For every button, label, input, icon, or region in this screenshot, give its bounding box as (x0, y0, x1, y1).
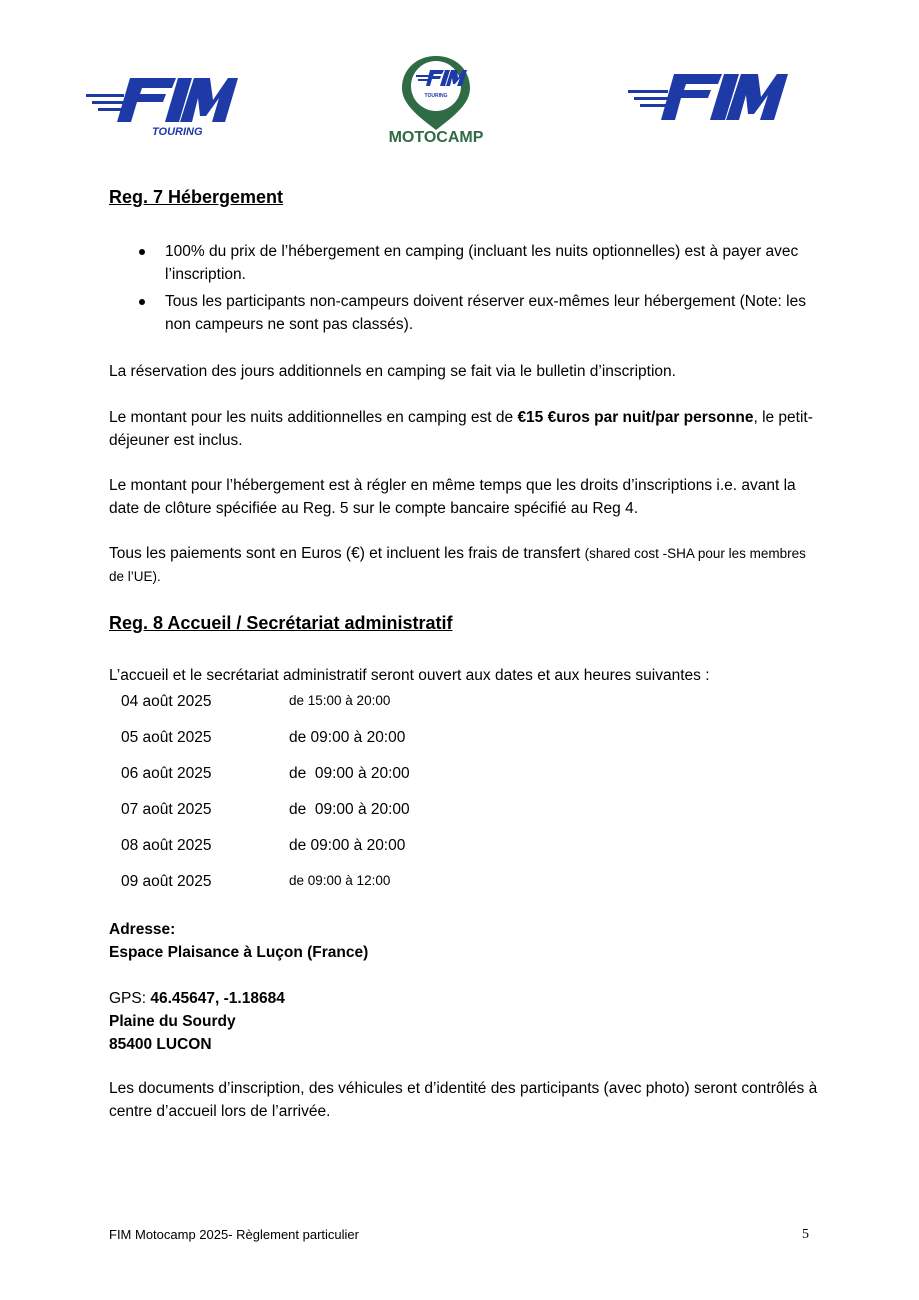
address-block (109, 918, 819, 964)
gps-line: GPS: 46.45647, -1.18684 (109, 990, 285, 1007)
table-row: 07 août 2025 de 09:00 à 20:00 (121, 801, 410, 818)
fim-logo (628, 70, 788, 126)
table-row: 05 août 2025 de 09:00 à 20:00 (121, 729, 406, 746)
reg7-bullet-list (109, 240, 809, 340)
footer-title: FIM Motocamp 2025- Règlement particulier (109, 1227, 359, 1242)
fim-touring-logo (86, 70, 238, 140)
closing-paragraph: Les documents d’inscription, des véhicules et d’identité des participants (avec photo) seront contrôlés à centre d’accueil lors de l’arrivée. (109, 1080, 818, 1120)
reg8-heading: Reg. 8 Accueil / Secrétariat administratif (109, 613, 453, 633)
svg-text:TOURING: TOURING (424, 93, 448, 99)
bullet-icon (139, 249, 145, 255)
page-number: 5 (802, 1227, 809, 1242)
table-row: 04 août 2025 de 15:00 à 20:00 (121, 693, 391, 710)
address-place: Espace Plaisance à Luçon (France) (109, 944, 369, 961)
reg7-para-reservation: La réservation des jours additionnels en camping se fait via le bulletin d’inscription. (109, 363, 676, 380)
list-item: Tous les participants non-campeurs doivent réserver eux-mêmes leur hébergement (Note: les non campeurs ne sont pas classés). (109, 290, 809, 336)
bullet-icon (139, 299, 145, 305)
reg7-para-currency: Tous les paiements sont en Euros (€) et incluent les frais de transfert (shared cost -SHA pour les membres de l’UE). (109, 545, 806, 584)
street: Plaine du Sourdy (109, 1013, 236, 1030)
table-row: 08 août 2025 de 09:00 à 20:00 (121, 837, 406, 854)
reg7-para-price: Le montant pour les nuits additionnelles en camping est de €15 €uros par nuit/par personne, le petit-déjeuner est inclus. (109, 409, 813, 449)
city: 85400 LUCON (109, 1036, 212, 1053)
svg-text:MOTOCAMP: MOTOCAMP (388, 129, 484, 146)
gps-block (109, 987, 819, 1056)
list-item: 100% du prix de l’hébergement en camping (incluant les nuits optionnelles) est à payer avec l’inscription. (109, 240, 809, 286)
reg7-para-payment: Le montant pour l’hébergement est à régler en même temps que les droits d’inscriptions i.e. avant la date de clôture spécifiée au Reg. 5 sur le compte bancaire spécifié au Reg 4. (109, 477, 796, 517)
table-row: 06 août 2025 de 09:00 à 20:00 (121, 765, 410, 782)
schedule-table (109, 692, 410, 908)
svg-text:TOURING: TOURING (152, 126, 203, 138)
table-row: 09 août 2025 de 09:00 à 12:00 (121, 873, 391, 890)
fim-motocamp-logo (380, 54, 492, 146)
reg8-intro: L’accueil et le secrétariat administratif seront ouvert aux dates et aux heures suivantes : (109, 667, 710, 684)
address-label: Adresse: (109, 921, 176, 938)
reg7-heading: Reg. 7 Hébergement (109, 187, 284, 207)
